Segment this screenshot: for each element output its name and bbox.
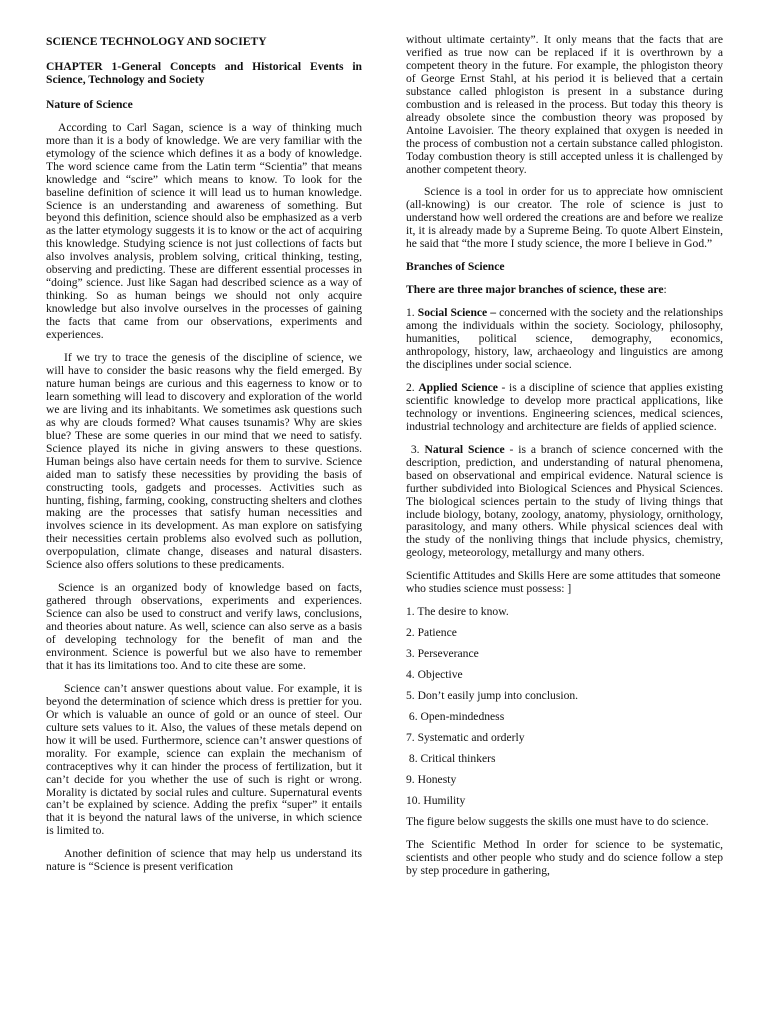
branch-description: concerned with the society and the relationships among the individuals within the society. Sociology, philosophy, humanities, political science, demography, economics, anthropology, history, law, archaeology and linguistics are among the disciplines under social science. <box>406 306 723 371</box>
list-item: 3. Perseverance <box>406 647 479 661</box>
paragraph: Science can’t answer questions about value. For example, it is beyond the determination of science which dress is prettier for you. Or which is valuable an ounce of gold or an ounce of steel. Our culture sets values to it. Also, the values of these metals depend on how it will be used. Furthermore, science can’t answer questions of morality. For example, science can explain the mechanism of contraceptives why it can hinder the process of fertilization, but it can’t decide for you whether the use of such is right or wrong. Morality is dictated by social rules and culture. Supernatural events can’t be explained by science. Adding the prefix “super” it entails that it is beyond the natural laws of the universe, in which science is limited to. <box>46 681 362 838</box>
chapter-heading: CHAPTER 1-General Concepts and Historical Events in Science, Technology and Society <box>46 59 362 86</box>
branch-description: - is a discipline of science that applies existing scientific knowledge to develop more practical applications, like technology or inventions. Engineering sciences, medical sciences, industrial technology and architecture are fields of applied science. <box>406 380 723 433</box>
list-item: 1. The desire to know. <box>406 605 509 619</box>
branch-number: 1. <box>406 306 418 320</box>
paragraph: If we try to trace the genesis of the discipline of science, we will have to consider the basic reasons why the field emerged. By nature human beings are curious and this eagerness to know or to learn something will lead to discovery and exploration of the world we are living and its inhabitants. We sometimes ask questions such as why are clouds formed? What causes tsunamis? Why are skies blue? These are some queries in our mind that we need to satisfy. Science played its niche in giving answers to these questions. Human beings also have certain needs for them to survive. Science aided man to satisfy these necessities by providing the basis of constructing tools, gadgets and processes. Activities such as hunting, fishing, farming, cooking, constructing shelters and clothes making are the processes that satisfy human necessities and involves science in its development. As man explore on satisfying their necessities certain problems also evolved such as pollution, overpopulation, climate change, diseases and natural disasters. Science also offers solutions to these predicaments. <box>46 351 362 572</box>
branches-intro <box>406 284 723 297</box>
branch-description: - is a branch of science concerned with the description, prediction, and understanding of natural phenomena, based on observational and empirical evidence. Natural science is further subdivided into Biological Sciences and Physical Sciences. The biological sciences pertain to the study of living things that include biology, botany, zoology, anatomy, physiology, ornithology, parasitology, and many others. While physical sciences deal with the study of the nonliving things that include physics, chemistry, geology, meteorology, metallurgy and many others. <box>406 442 723 560</box>
branch-item <box>406 307 723 372</box>
right-column <box>406 34 723 888</box>
attitudes-intro: Scientific Attitudes and Skills Here are some attitudes that someone who studies science must possess: ] <box>406 569 721 596</box>
list-item: 7. Systematic and orderly <box>406 730 525 744</box>
left-column <box>46 36 362 884</box>
paragraph: Another definition of science that may help us understand its nature is “Science is present verification <box>46 847 362 874</box>
section-heading-nature-of-science: Nature of Science <box>46 97 133 111</box>
paragraph: without ultimate certainty”. It only means that the facts that are verified as true now can be replaced if it is overthrown by a competent theory in the future. For example, the phlogiston theory of George Ernst Stahl, at his period it is believed that a certain substance called phlogiston is present in a substance during combustion and is released in the process. But today this theory is already obsolete since the combustion theory was proposed by Antoine Lavoisier. The theory explained that oxygen is needed in the process of combustion not a certain substance called phlogiston. Today combustion theory is still accepted unless it is challenged by another competent theory. <box>406 33 723 176</box>
branch-item <box>406 382 723 434</box>
section-heading-branches: Branches of Science <box>406 260 505 274</box>
branch-name: Applied Science <box>418 380 498 394</box>
branch-number: 3. <box>406 442 425 456</box>
branch-item <box>406 444 723 561</box>
list-item: 5. Don’t easily jump into conclusion. <box>406 689 579 703</box>
branch-name: Social Science – <box>417 306 497 320</box>
attitudes-list <box>406 606 723 808</box>
branch-number: 2. <box>406 380 419 394</box>
figure-text: The figure below suggests the skills one must have to do science. <box>406 814 709 828</box>
paragraph: According to Carl Sagan, science is a way of thinking much more than it is a body of knowledge. We are very familiar with the etymology of the science which defines it as a body of knowledge. The word science came from the Latin term “Scientia” that means knowledge and “scire” which means to know. To look for the baseline definition of science it will lead us to human knowledge. Science is an understanding and awareness of something. But beyond this definition, science should also be emphasized as a verb as the latter etymology suggests it is to know or the act of acquiring this knowledge. Studying science is not just collections of facts but also involves analysis, problem solving, critical thinking, testing, observing and predicting. These are different essential processes in “doing” science. Just like Sagan had described science as a way of thinking. So as human beings we should not only acquire knowledge but also involve ourselves in the processes of gaining the facts that came from our observations, experiments and experiences. <box>46 120 362 342</box>
list-item: 8. Critical thinkers <box>406 751 496 765</box>
list-item: 2. Patience <box>406 626 457 640</box>
list-item: 10. Humility <box>406 793 466 807</box>
branch-name: Natural Science <box>424 442 505 456</box>
paragraph: The Scientific Method In order for science to be systematic, scientists and other people who study and do science follow a step by step procedure in gathering, <box>406 837 723 877</box>
paragraph: Science is an organized body of knowledge based on facts, gathered through observations, experiments and experiences. Science can also be used to construct and verify laws, conclusions, and theories about nature. As well, science can also serve as a basis of developing technology for the benefit of man and the environment. Science is powerful but we also have to remember that it has its limitations too. And to cite these are some. <box>46 581 362 672</box>
branches-intro-colon: : <box>663 283 667 297</box>
list-item: 4. Objective <box>406 668 463 682</box>
document-title: SCIENCE TECHNOLOGY AND SOCIETY <box>46 35 267 48</box>
list-item: 6. Open-mindedness <box>406 709 505 723</box>
paragraph: Science is a tool in order for us to appreciate how omniscient (all-knowing) is our creator. The role of science is just to understand how well ordered the creations are and before we realize it, it is already made by a Supreme Being. To quote Albert Einstein, he said that “the more I study science, the more I believe in God.” <box>406 185 723 251</box>
list-item: 9. Honesty <box>406 772 457 786</box>
branches-intro-text: There are three major branches of science, these are <box>406 283 664 297</box>
